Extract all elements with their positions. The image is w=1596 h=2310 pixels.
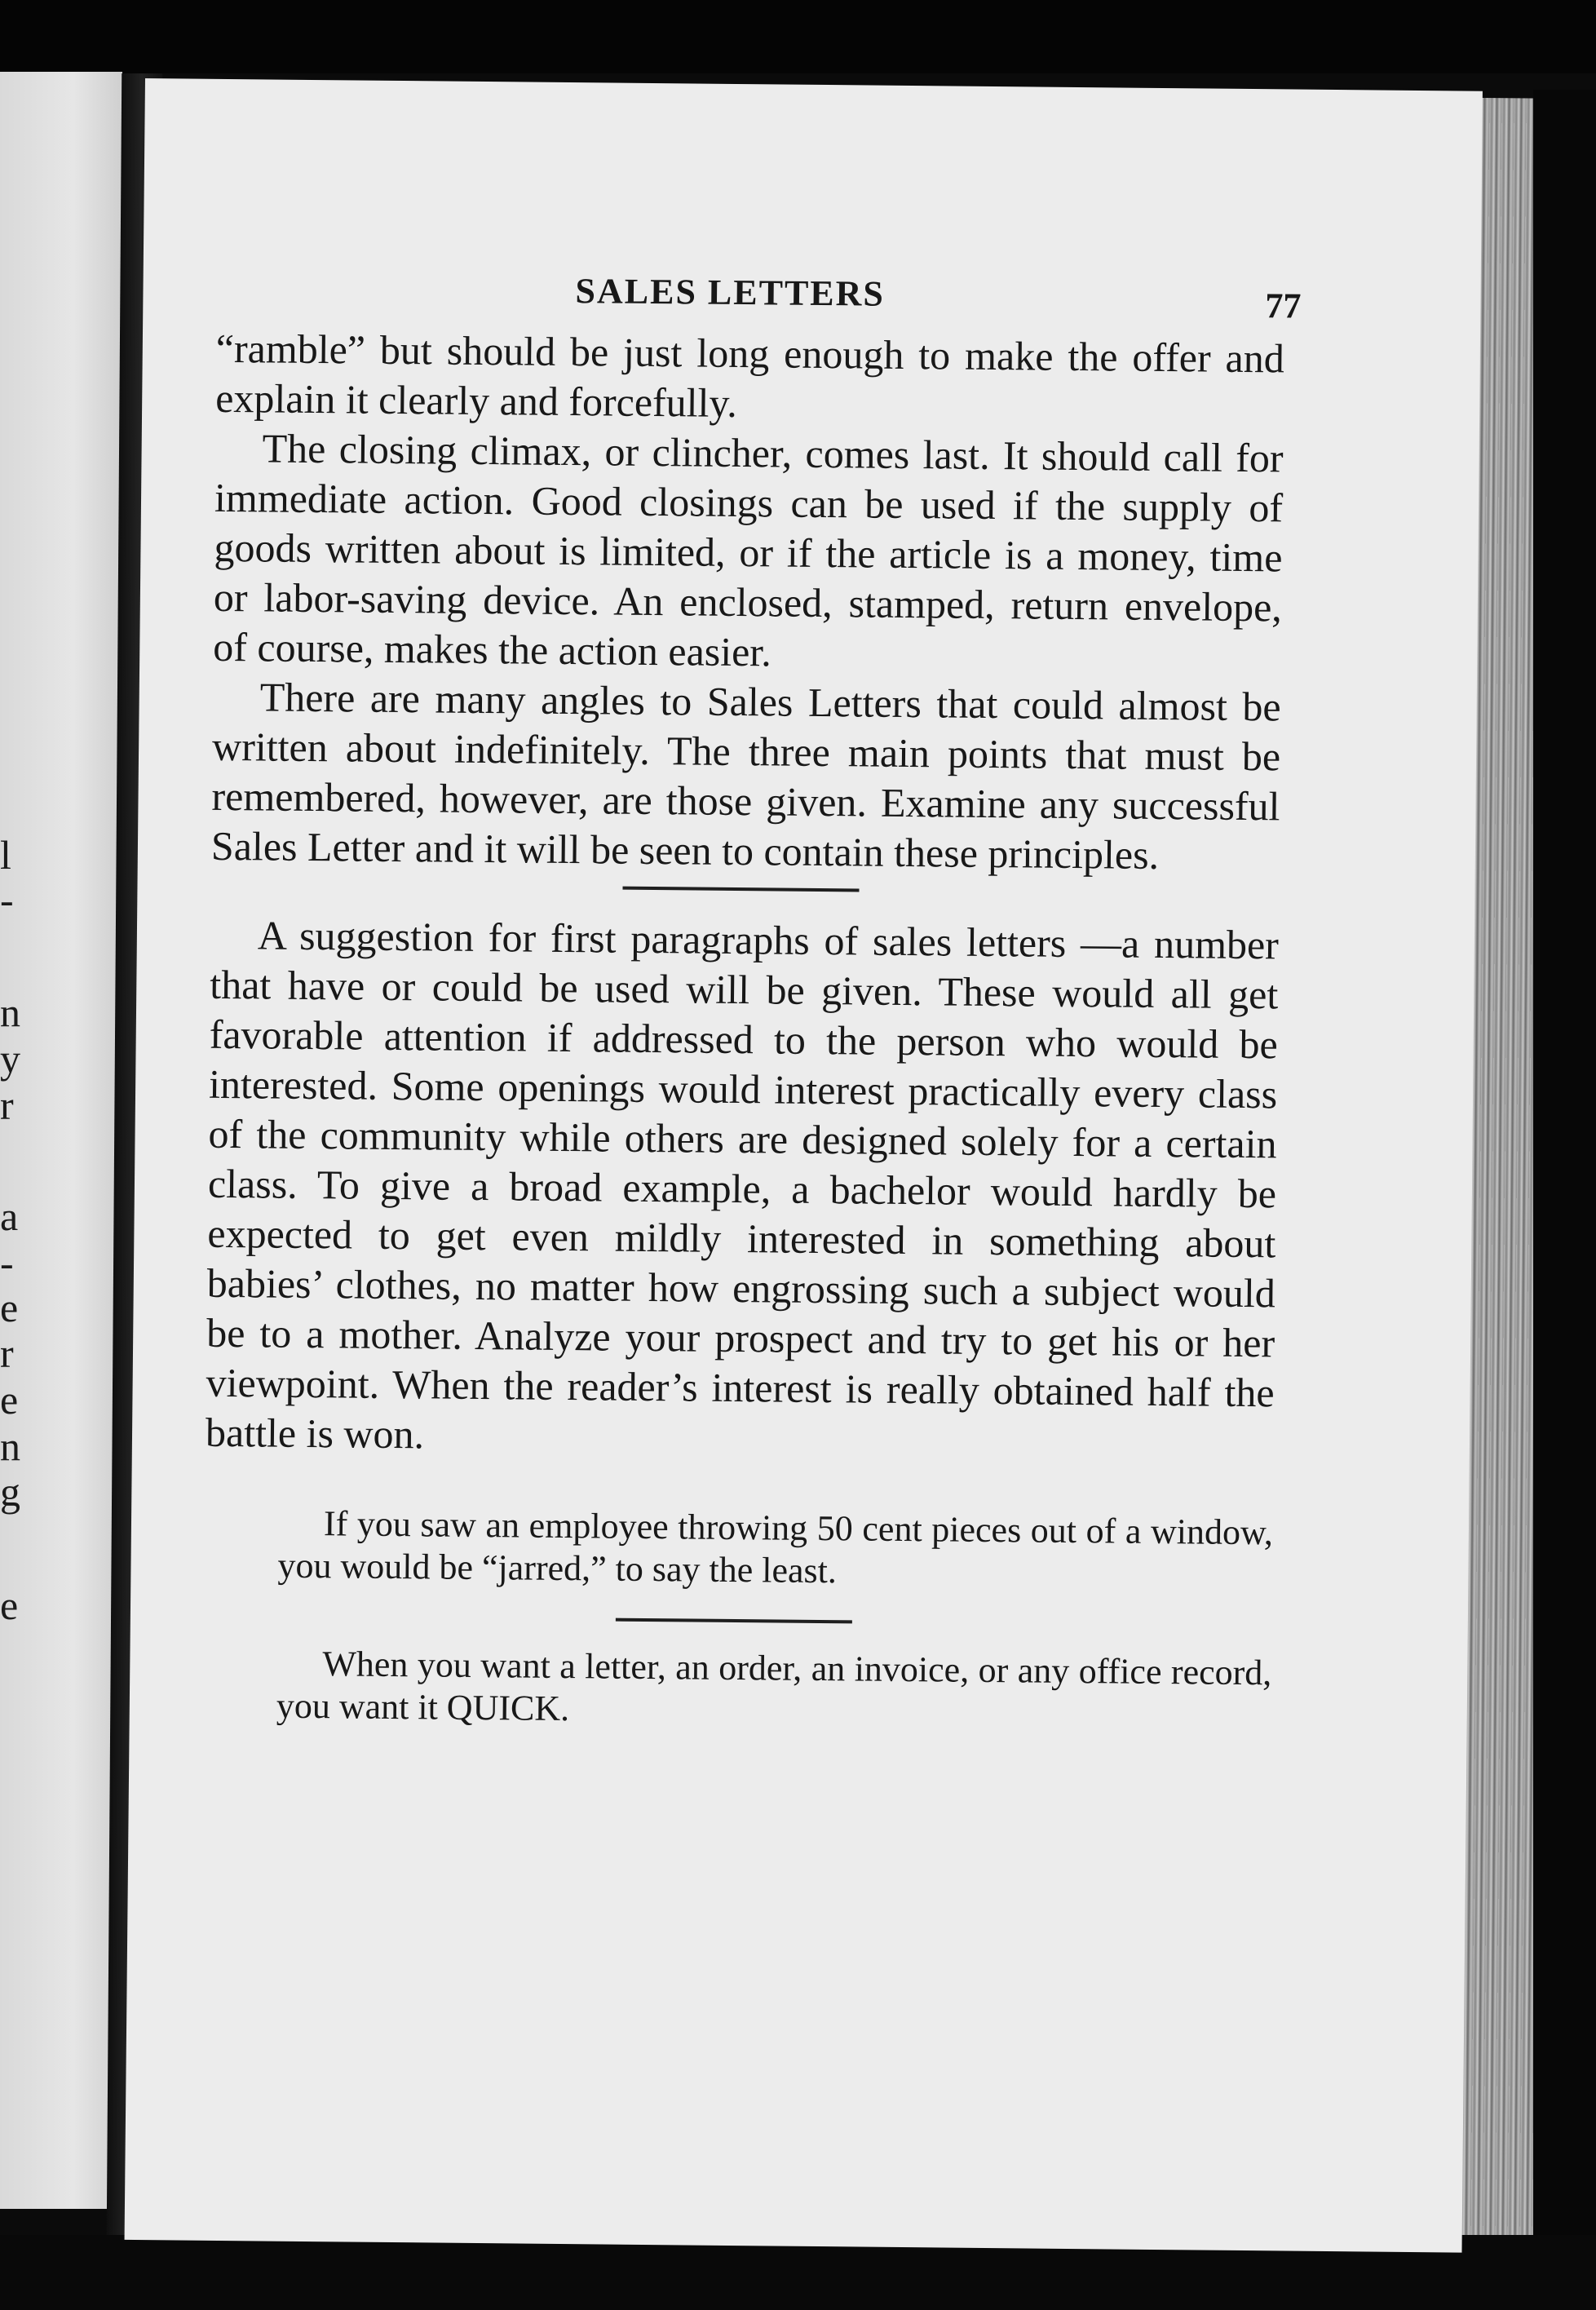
running-title: SALES LETTERS [575,271,886,314]
left-page-fragment: e [0,1582,19,1628]
left-page-fragment: e [0,1377,19,1423]
body-paragraph: There are many angles to Sales Letters that could almost be written about indefinitely. The three main points that must be remembered, however, are those given. Examine any successful Sales Letter and it will be seen to contain these principles. [210,674,1281,878]
left-page-fragment: a [0,1193,19,1239]
page-number: 77 [1265,285,1302,326]
left-page-fragment: n [0,989,20,1035]
left-page-fragment: - [0,1240,14,1286]
left-page-edge [0,72,122,2209]
left-page-fragment: l [0,832,11,878]
book-page [125,78,1483,2253]
body-paragraph: The closing climax, or clincher, comes last. It should call for immediate action. Good closings can be used if the supply of goods written about is limited, or if the article is a money, time or labor-saving device. An enclosed, stamped, return envelope, of course, makes the action easier. [213,425,1284,675]
running-header [216,267,1302,334]
scanner-background-right [1533,90,1596,2310]
left-page-fragment: - [0,877,14,923]
left-page-fragment: e [0,1285,19,1330]
left-page-fragment: n [0,1423,20,1469]
left-page-fragment: y [0,1036,20,1082]
scanner-background-top [0,0,1596,73]
left-page-fragment: g [0,1469,20,1515]
body-paragraph: A suggestion for first paragraphs of sales letters —a number that have or could be used will be given. These would all get favorable attention if addressed to the person who would be interested. Some openings would interest practically every class of the community while others are designed solely for a certain class. To give a broad example, a bachelor would hardly be expected to get even mildly interested in something about babies’ clothes, no matter how engrossing such a subject would be to a mother. Analyze your prospect and try to get his or her viewpoint. When the reader’s interest is really obtained half the battle is won. [205,912,1280,1458]
section-divider [616,1618,852,1624]
section-divider [622,887,859,892]
left-page-fragment: r [0,1082,14,1128]
filler-note: If you saw an employee throwing 50 cent pieces out of a window, you would be “jarred,” to say the least. [277,1503,1274,1591]
left-page-fragment: r [0,1330,14,1376]
filler-note: When you want a letter, an order, an invoice, or any office record, you want it QUICK. [276,1644,1272,1729]
page-text-block [203,267,1302,1737]
body-paragraph: “ramble” but should be just long enough to make the offer and explain it clearly and forcefully. [214,325,1285,426]
